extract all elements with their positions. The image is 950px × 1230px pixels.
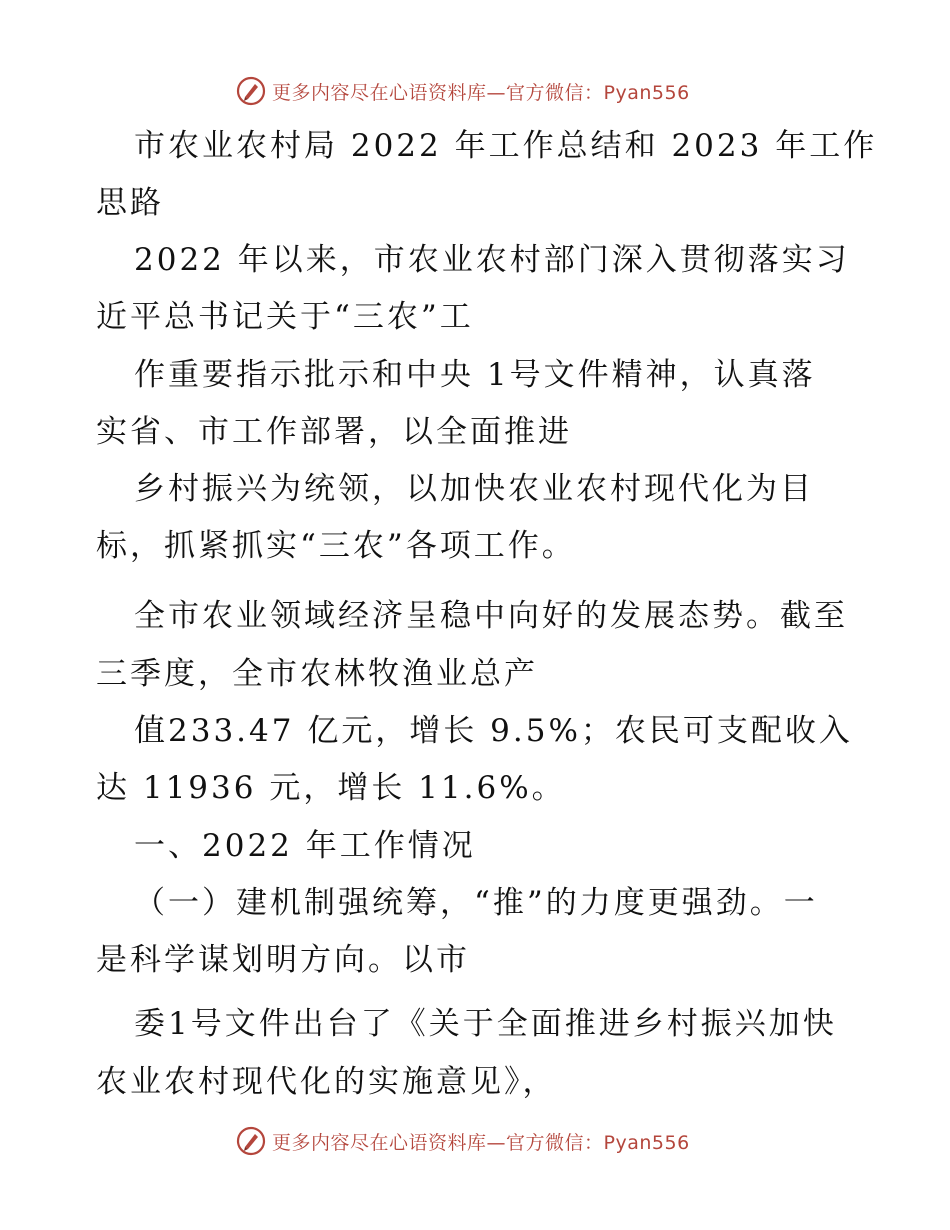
paragraph-line: 值233.47 亿元，增长 9.5%；农民可支配收入	[134, 713, 853, 749]
section-heading: 一、2022 年工作情况	[134, 828, 476, 864]
paragraph-line: （一）建机制强统筹，“推”的力度更强劲。一	[134, 885, 818, 921]
paragraph-line: 三季度，全市农林牧渔业总产	[96, 656, 538, 692]
pen-logo-icon	[236, 76, 266, 106]
paragraph-line: 全市农业领域经济呈稳中向好的发展态势。截至	[134, 598, 848, 634]
footer-banner-text: 更多内容尽在心语资料库—官方微信：Pyan556	[272, 1131, 690, 1154]
document-title-line-2: 思路	[96, 185, 164, 221]
footer-watermark-banner	[236, 1124, 690, 1158]
paragraph-line: 实省、市工作部署，以全面推进	[96, 414, 572, 450]
paragraph-line: 标，抓紧抓实“三农”各项工作。	[96, 528, 576, 564]
paragraph-line: 农业农村现代化的实施意见》，	[96, 1064, 557, 1100]
header-banner-text: 更多内容尽在心语资料库—官方微信：Pyan556	[272, 81, 690, 104]
paragraph-line: 委1号文件出台了《关于全面推进乡村振兴加快	[134, 1006, 837, 1042]
paragraph-line: 作重要指示批示和中央 1号文件精神，认真落	[134, 357, 816, 393]
paragraph-line: 乡村振兴为统领，以加快农业农村现代化为目	[134, 471, 814, 507]
paragraph-line: 达 11936 元，增长 11.6%。	[96, 770, 566, 806]
document-title-line-1: 市农业农村局 2022 年工作总结和 2023 年工作	[134, 128, 878, 164]
header-watermark-banner	[236, 74, 690, 108]
pen-logo-icon	[236, 1126, 266, 1156]
paragraph-line: 2022 年以来，市农业农村部门深入贯彻落实习	[134, 242, 850, 278]
paragraph-line: 近平总书记关于“三农”工	[96, 299, 474, 335]
paragraph-line: 是科学谋划明方向。以市	[96, 942, 470, 978]
